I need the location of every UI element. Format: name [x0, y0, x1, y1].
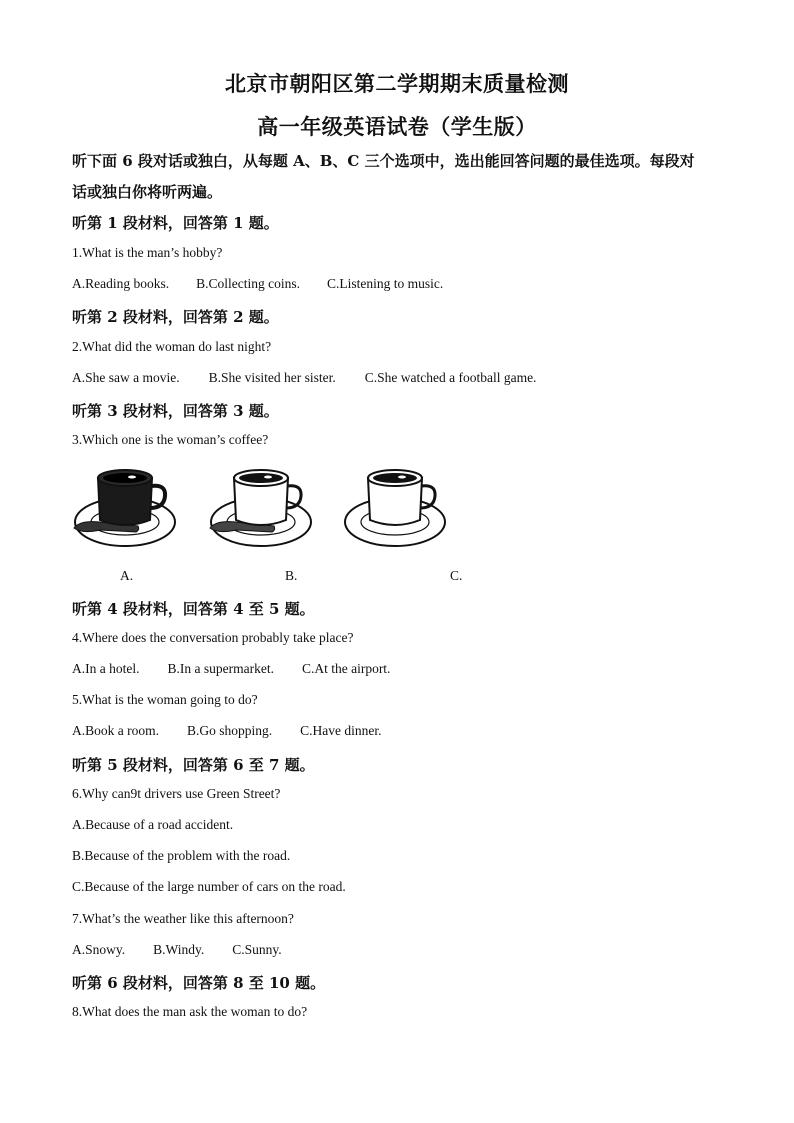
- option-b[interactable]: B.Windy.: [153, 942, 205, 957]
- section-heading-2: 听第 2 段材料，回答第 2 题。: [72, 308, 279, 326]
- question-5-options: [72, 723, 382, 739]
- option-a[interactable]: A.Book a room.: [72, 723, 159, 738]
- instructions-line-1: 听下面 6 段对话或独白，从每题 A、B、C 三个选项中，选出能回答问题的最佳选项。每段对: [72, 152, 695, 170]
- instructions-line-2: 话或独白你将听两遍。: [72, 183, 223, 201]
- section-heading-5: 听第 5 段材料，回答第 6 至 7 题。: [72, 756, 315, 774]
- option-a[interactable]: A.She saw a movie.: [72, 370, 180, 385]
- question-3: 3.Which one is the woman’s coffee?: [72, 432, 269, 447]
- question-6-option-a[interactable]: A.Because of a road accident.: [72, 817, 234, 832]
- option-b[interactable]: B.In a supermarket.: [167, 661, 274, 676]
- question-6-option-c[interactable]: C.Because of the large number of cars on the road.: [72, 879, 346, 894]
- section-heading-4: 听第 4 段材料，回答第 4 至 5 题。: [72, 600, 315, 618]
- white-coffee-cup-no-spoon-icon[interactable]: [340, 460, 450, 555]
- option-c[interactable]: C.Sunny.: [232, 942, 282, 957]
- section-heading-6: 听第 6 段材料，回答第 8 至 10 题。: [72, 974, 326, 992]
- option-b[interactable]: B.She visited her sister.: [208, 370, 336, 385]
- black-coffee-cup-with-spoon-icon[interactable]: [70, 460, 180, 555]
- question-2-options: [72, 370, 536, 386]
- option-c[interactable]: C.Have dinner.: [300, 723, 382, 738]
- question-4-options: [72, 661, 390, 677]
- question-1-options: [72, 276, 443, 292]
- question-7-options: [72, 942, 282, 958]
- cup-label-b: B.: [285, 568, 298, 583]
- page-subtitle: 高一年级英语试卷（学生版）: [257, 114, 537, 139]
- question-8: 8.What does the man ask the woman to do?: [72, 1004, 308, 1019]
- question-1: 1.What is the man’s hobby?: [72, 245, 223, 260]
- option-c[interactable]: C.Listening to music.: [327, 276, 444, 291]
- option-c[interactable]: C.She watched a football game.: [364, 370, 537, 385]
- option-b[interactable]: B.Collecting coins.: [196, 276, 300, 291]
- section-heading-1: 听第 1 段材料，回答第 1 题。: [72, 214, 279, 232]
- option-a[interactable]: A.Reading books.: [72, 276, 170, 291]
- option-c[interactable]: C.At the airport.: [301, 661, 391, 676]
- cup-label-a: A.: [120, 568, 134, 583]
- question-4: 4.Where does the conversation probably take place?: [72, 630, 354, 645]
- option-a[interactable]: A.Snowy.: [72, 942, 126, 957]
- white-coffee-cup-with-spoon-icon[interactable]: [206, 460, 316, 555]
- question-7: 7.What’s the weather like this afternoon?: [72, 911, 294, 926]
- question-2: 2.What did the woman do last night?: [72, 339, 272, 354]
- page-title: 北京市朝阳区第二学期期末质量检测: [225, 71, 569, 96]
- question-6-option-b[interactable]: B.Because of the problem with the road.: [72, 848, 291, 863]
- question-6: 6.Why can9t drivers use Green Street?: [72, 786, 281, 801]
- question-5: 5.What is the woman going to do?: [72, 692, 258, 707]
- option-b[interactable]: B.Go shopping.: [187, 723, 273, 738]
- cup-label-c: C.: [450, 568, 463, 583]
- section-heading-3: 听第 3 段材料，回答第 3 题。: [72, 402, 279, 420]
- option-a[interactable]: A.In a hotel.: [72, 661, 140, 676]
